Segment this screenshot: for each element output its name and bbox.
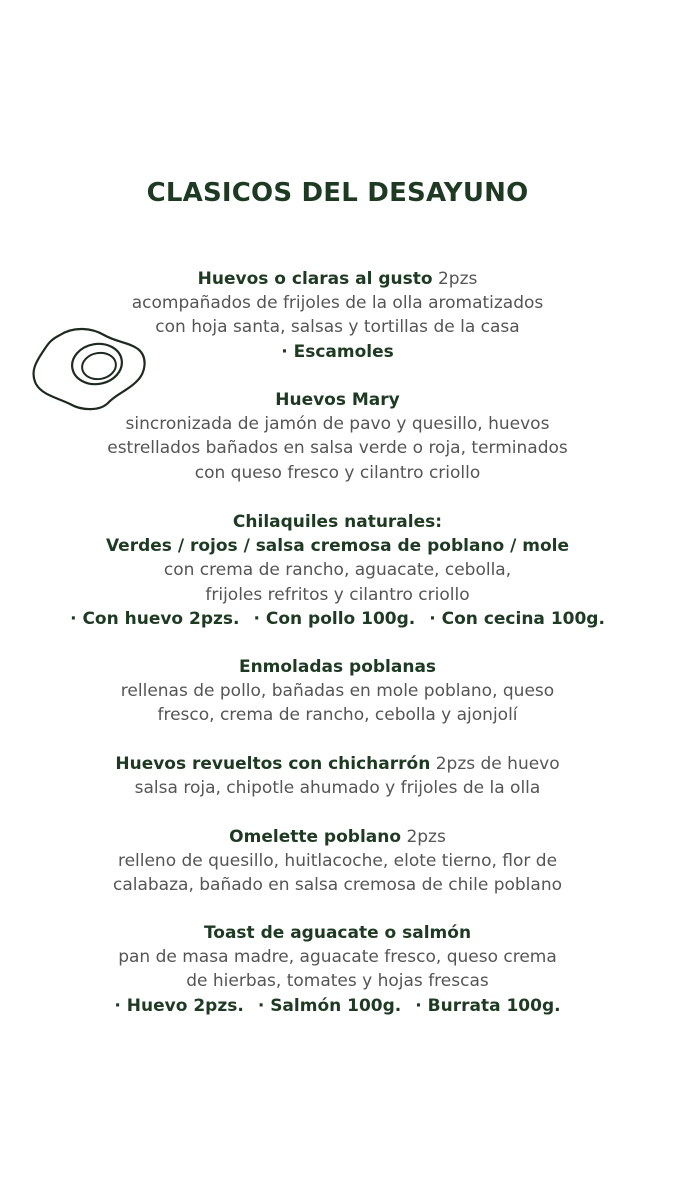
item-options	[0, 994, 675, 1018]
item-option: · Con huevo 2pzs.	[70, 608, 240, 629]
item-name: Huevos revueltos con chicharrón	[115, 754, 431, 774]
item-description: con queso fresco y cilantro criollo	[194, 462, 481, 483]
item-description: estrellados bañados en salsa verde o roja, terminados	[107, 438, 568, 459]
item-description: frijoles refritos y cilantro criollo	[205, 584, 470, 605]
menu-item-chilaquiles	[0, 510, 675, 631]
item-qty: 2pzs	[406, 827, 446, 847]
item-description: salsa roja, chipotle ahumado y frijoles de la olla	[134, 778, 541, 799]
item-qty: 2pzs	[437, 269, 478, 289]
menu-item-toast	[0, 921, 675, 1018]
item-option: · Salmón 100g.	[257, 995, 402, 1016]
menu-item-omelette	[0, 825, 675, 898]
item-option: · Burrata 100g.	[415, 995, 561, 1016]
item-description: de hierbas, tomates y hojas frescas	[186, 971, 489, 992]
item-name: Toast de aguacate o salmón	[203, 923, 472, 943]
menu-item-enmoladas	[0, 655, 675, 728]
item-option: · Escamoles	[281, 341, 394, 362]
item-name: Chilaquiles naturales:	[232, 512, 443, 532]
item-name: Enmoladas poblanas	[238, 657, 437, 677]
item-name: Omelette poblano	[229, 827, 402, 847]
item-description: con hoja santa, salsas y tortillas de la casa	[155, 317, 520, 338]
item-subtitle: Verdes / rojos / salsa cremosa de poblano / mole	[105, 536, 570, 557]
item-description: con crema de rancho, aguacate, cebolla,	[163, 560, 512, 581]
item-description: rellenas de pollo, bañadas en mole poblano, queso	[120, 681, 555, 702]
item-description: fresco, crema de rancho, cebolla y ajonjolí	[157, 705, 518, 726]
item-option: · Con pollo 100g.	[253, 608, 416, 629]
menu-item-huevos-al-gusto	[0, 267, 675, 364]
menu-item-huevos-mary	[0, 388, 675, 485]
item-name: Huevos o claras al gusto	[197, 269, 433, 289]
page-title: CLASICOS DEL DESAYUNO	[146, 178, 529, 208]
item-description: calabaza, bañado en salsa cremosa de chile poblano	[112, 875, 562, 896]
item-qty: 2pzs de huevo	[435, 754, 560, 774]
item-description: sincronizada de jamón de pavo y quesillo, huevos	[125, 414, 550, 435]
item-name: Huevos Mary	[275, 390, 400, 410]
item-description: acompañados de frijoles de la olla aromatizados	[131, 293, 544, 314]
item-option: · Con cecina 100g.	[429, 608, 605, 629]
item-option: · Huevo 2pzs.	[114, 995, 244, 1016]
item-description: relleno de quesillo, huitlacoche, elote tierno, flor de	[117, 851, 558, 872]
item-options	[0, 607, 675, 631]
menu-item-huevos-revueltos	[0, 752, 675, 800]
item-description: pan de masa madre, aguacate fresco, queso crema	[118, 947, 557, 968]
